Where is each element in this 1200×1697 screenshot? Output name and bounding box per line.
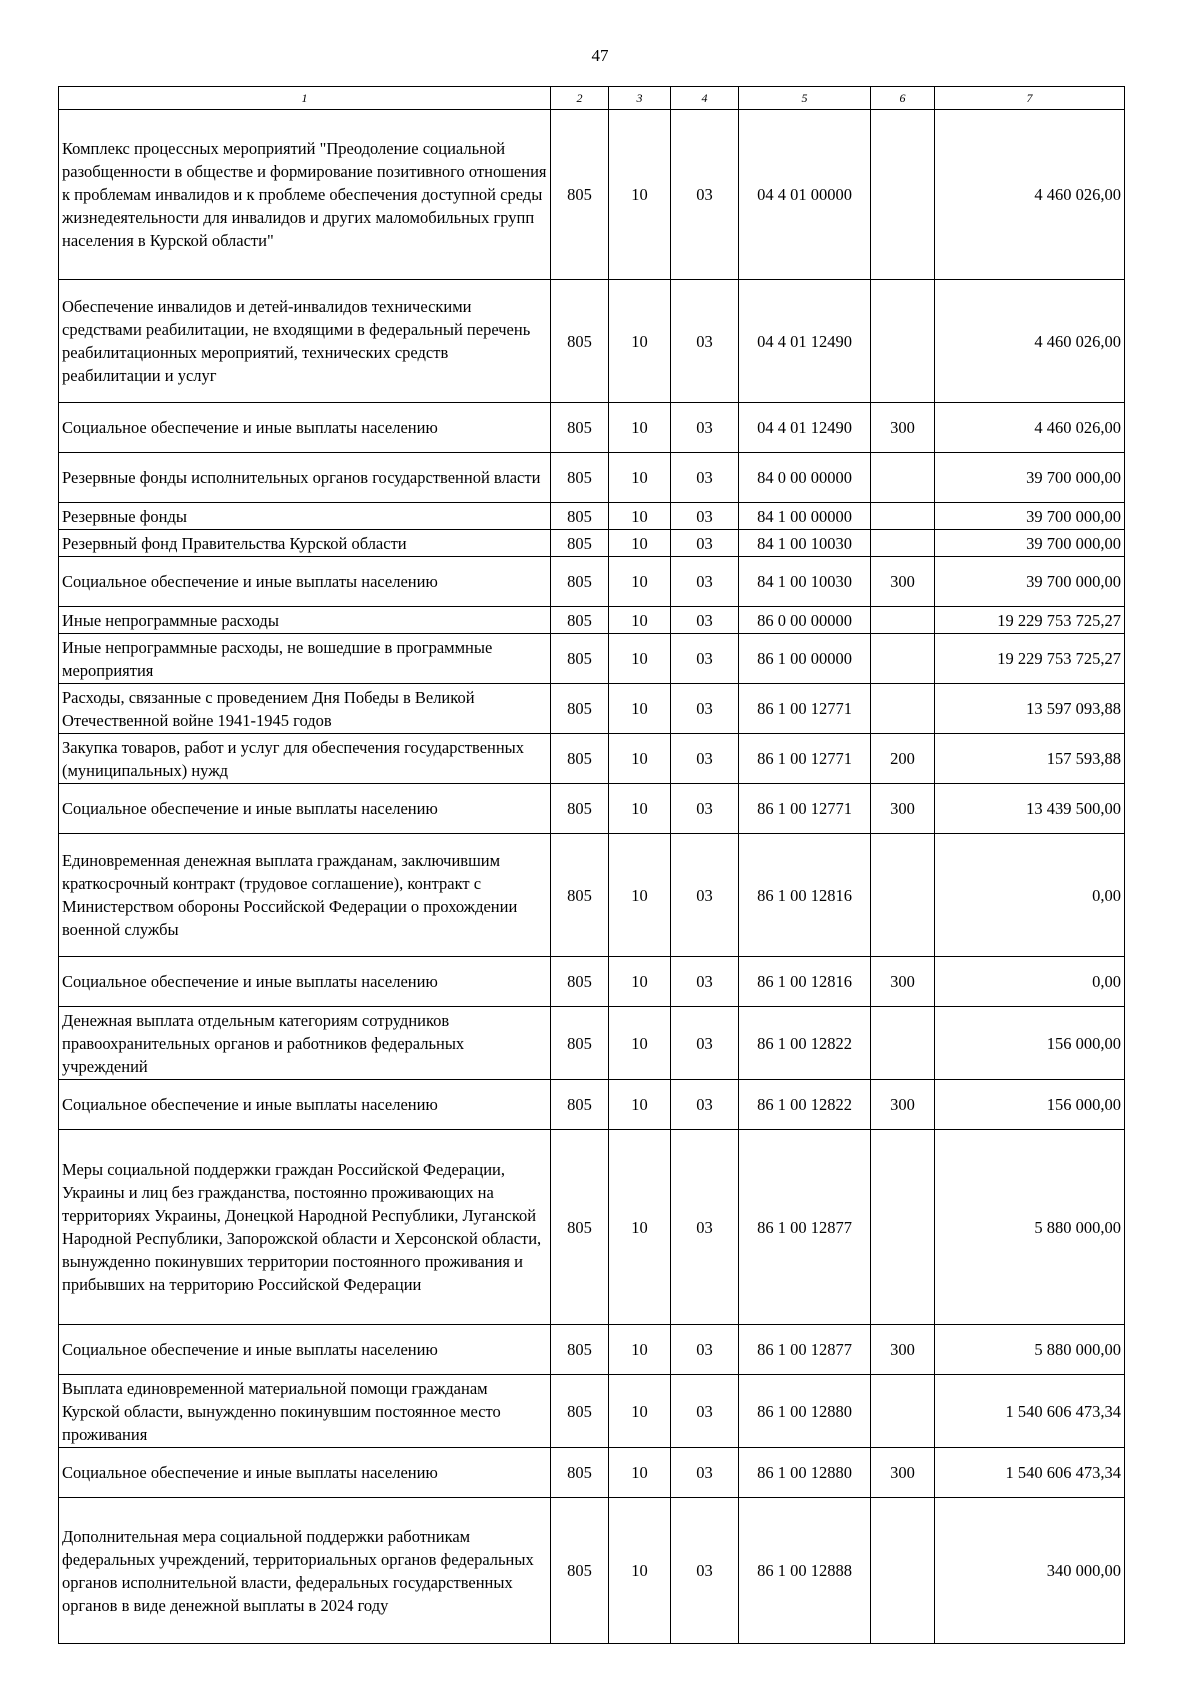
cell-code-3: 10: [609, 1080, 671, 1130]
cell-code-3: 10: [609, 634, 671, 684]
cell-amount: 157 593,88: [935, 734, 1125, 784]
table-row: [59, 684, 1125, 734]
cell-code-5: 86 1 00 12822: [739, 1080, 871, 1130]
table-row: [59, 784, 1125, 834]
cell-code-5: 86 1 00 12816: [739, 957, 871, 1007]
cell-code-5: 86 1 00 12880: [739, 1448, 871, 1498]
cell-code-2: 805: [551, 110, 609, 280]
cell-code-2: 805: [551, 1325, 609, 1375]
row-name: Социальное обеспечение и иные выплаты населению: [59, 784, 551, 834]
cell-code-5: 84 1 00 00000: [739, 503, 871, 530]
cell-code-3: 10: [609, 557, 671, 607]
table-row: [59, 280, 1125, 403]
cell-code-4: 03: [671, 453, 739, 503]
cell-code-3: 10: [609, 453, 671, 503]
cell-code-5: 86 1 00 12877: [739, 1325, 871, 1375]
row-name: Резервные фонды исполнительных органов государственной власти: [59, 453, 551, 503]
table-row: [59, 453, 1125, 503]
cell-code-5: 86 1 00 12888: [739, 1498, 871, 1644]
page-number: 47: [591, 46, 609, 65]
row-name: Расходы, связанные с проведением Дня Победы в Великой Отечественной войне 1941-1945 годов: [59, 684, 551, 734]
cell-code-3: 10: [609, 734, 671, 784]
table-row: [59, 110, 1125, 280]
cell-code-2: 805: [551, 453, 609, 503]
table-row: [59, 957, 1125, 1007]
cell-code-4: 03: [671, 403, 739, 453]
cell-amount: 5 880 000,00: [935, 1325, 1125, 1375]
cell-code-3: 10: [609, 957, 671, 1007]
cell-amount: 1 540 606 473,34: [935, 1448, 1125, 1498]
cell-code-4: 03: [671, 834, 739, 957]
cell-code-2: 805: [551, 634, 609, 684]
cell-code-4: 03: [671, 1007, 739, 1080]
cell-code-5: 84 1 00 10030: [739, 530, 871, 557]
cell-code-6: 200: [871, 734, 935, 784]
cell-code-3: 10: [609, 684, 671, 734]
row-name: Социальное обеспечение и иные выплаты населению: [59, 403, 551, 453]
cell-code-5: 86 1 00 12771: [739, 734, 871, 784]
table-row: [59, 1498, 1125, 1644]
cell-code-4: 03: [671, 684, 739, 734]
cell-amount: 4 460 026,00: [935, 280, 1125, 403]
row-name: Меры социальной поддержки граждан Российской Федерации, Украины и лиц без гражданства, постоянно проживающих на территориях Украины, Донецкой Народной Республики, Луганской Народной Республики, Запорожской области и Херсонской области, вынужденно покинувших территории постоянного проживания и прибывших на территорию Российской Федерации: [59, 1130, 551, 1325]
cell-code-6: [871, 503, 935, 530]
cell-code-2: 805: [551, 607, 609, 634]
cell-code-2: 805: [551, 280, 609, 403]
cell-code-2: 805: [551, 957, 609, 1007]
row-name: Резервный фонд Правительства Курской области: [59, 530, 551, 557]
row-name: Социальное обеспечение и иные выплаты населению: [59, 1080, 551, 1130]
table-row: [59, 1325, 1125, 1375]
cell-code-4: 03: [671, 1325, 739, 1375]
cell-code-4: 03: [671, 1498, 739, 1644]
cell-amount: 156 000,00: [935, 1080, 1125, 1130]
cell-code-6: [871, 110, 935, 280]
cell-code-5: 86 1 00 00000: [739, 634, 871, 684]
column-number: 2: [551, 87, 609, 110]
cell-amount: 0,00: [935, 834, 1125, 957]
cell-code-3: 10: [609, 530, 671, 557]
cell-code-4: 03: [671, 1448, 739, 1498]
cell-code-6: [871, 530, 935, 557]
cell-code-3: 10: [609, 503, 671, 530]
row-name: Выплата единовременной материальной помощи гражданам Курской области, вынужденно покинувшим постоянное место проживания: [59, 1375, 551, 1448]
cell-code-6: [871, 684, 935, 734]
table-row: [59, 1448, 1125, 1498]
cell-code-6: [871, 834, 935, 957]
cell-code-6: 300: [871, 957, 935, 1007]
cell-code-2: 805: [551, 403, 609, 453]
table-row: [59, 1375, 1125, 1448]
column-number: 6: [871, 87, 935, 110]
row-name: Обеспечение инвалидов и детей-инвалидов техническими средствами реабилитации, не входящими в федеральный перечень реабилитационных мероприятий, технических средств реабилитации и услуг: [59, 280, 551, 403]
cell-amount: 39 700 000,00: [935, 530, 1125, 557]
cell-code-2: 805: [551, 784, 609, 834]
cell-code-6: 300: [871, 1448, 935, 1498]
cell-code-2: 805: [551, 1448, 609, 1498]
cell-code-3: 10: [609, 1007, 671, 1080]
cell-code-5: 86 1 00 12816: [739, 834, 871, 957]
row-name: Единовременная денежная выплата гражданам, заключившим краткосрочный контракт (трудовое соглашение), контракт с Министерством обороны Российской Федерации о прохождении военной службы: [59, 834, 551, 957]
column-number: 4: [671, 87, 739, 110]
cell-amount: 39 700 000,00: [935, 557, 1125, 607]
cell-code-5: 04 4 01 12490: [739, 403, 871, 453]
cell-code-2: 805: [551, 1007, 609, 1080]
table-row: [59, 503, 1125, 530]
cell-code-5: 04 4 01 00000: [739, 110, 871, 280]
row-name: Социальное обеспечение и иные выплаты населению: [59, 1448, 551, 1498]
cell-code-4: 03: [671, 1080, 739, 1130]
cell-amount: 0,00: [935, 957, 1125, 1007]
cell-code-3: 10: [609, 607, 671, 634]
cell-amount: 156 000,00: [935, 1007, 1125, 1080]
cell-amount: 19 229 753 725,27: [935, 634, 1125, 684]
cell-code-6: [871, 453, 935, 503]
table-row: [59, 607, 1125, 634]
row-name: Социальное обеспечение и иные выплаты населению: [59, 557, 551, 607]
cell-code-6: [871, 1375, 935, 1448]
cell-code-5: 86 0 00 00000: [739, 607, 871, 634]
table-row: [59, 1130, 1125, 1325]
cell-code-3: 10: [609, 403, 671, 453]
cell-code-6: [871, 1130, 935, 1325]
cell-code-5: 84 1 00 10030: [739, 557, 871, 607]
cell-code-5: 84 0 00 00000: [739, 453, 871, 503]
table-row: [59, 734, 1125, 784]
row-name: Дополнительная мера социальной поддержки работникам федеральных учреждений, территориальных органов федеральных органов исполнительной власти, федеральных государственных органов в виде денежной выплаты в 2024 году: [59, 1498, 551, 1644]
cell-amount: 19 229 753 725,27: [935, 607, 1125, 634]
cell-code-4: 03: [671, 503, 739, 530]
cell-code-5: 86 1 00 12771: [739, 684, 871, 734]
cell-code-2: 805: [551, 557, 609, 607]
cell-code-6: [871, 1007, 935, 1080]
row-name: Социальное обеспечение и иные выплаты населению: [59, 957, 551, 1007]
cell-code-6: [871, 280, 935, 403]
cell-code-3: 10: [609, 834, 671, 957]
row-name: Комплекс процессных мероприятий "Преодоление социальной разобщенности в обществе и формирование позитивного отношения к проблемам инвалидов и к проблеме обеспечения доступной среды жизнедеятельности для инвалидов и других маломобильных групп населения в Курской области": [59, 110, 551, 280]
cell-code-4: 03: [671, 1130, 739, 1325]
table-row: [59, 403, 1125, 453]
cell-code-4: 03: [671, 530, 739, 557]
column-number: 5: [739, 87, 871, 110]
cell-amount: 13 439 500,00: [935, 784, 1125, 834]
cell-code-3: 10: [609, 110, 671, 280]
table-row: [59, 530, 1125, 557]
cell-code-2: 805: [551, 1375, 609, 1448]
cell-code-4: 03: [671, 634, 739, 684]
cell-code-6: 300: [871, 784, 935, 834]
cell-code-4: 03: [671, 734, 739, 784]
cell-code-2: 805: [551, 530, 609, 557]
cell-code-6: 300: [871, 1325, 935, 1375]
cell-code-2: 805: [551, 1498, 609, 1644]
cell-amount: 39 700 000,00: [935, 453, 1125, 503]
cell-code-5: 86 1 00 12877: [739, 1130, 871, 1325]
cell-code-4: 03: [671, 784, 739, 834]
column-number-row: [59, 87, 1125, 110]
cell-code-4: 03: [671, 110, 739, 280]
cell-amount: 4 460 026,00: [935, 403, 1125, 453]
cell-code-3: 10: [609, 1130, 671, 1325]
cell-code-3: 10: [609, 1325, 671, 1375]
cell-amount: 5 880 000,00: [935, 1130, 1125, 1325]
row-name: Денежная выплата отдельным категориям сотрудников правоохранительных органов и работников федеральных учреждений: [59, 1007, 551, 1080]
column-number: 1: [59, 87, 551, 110]
cell-amount: 1 540 606 473,34: [935, 1375, 1125, 1448]
cell-code-3: 10: [609, 1448, 671, 1498]
cell-code-3: 10: [609, 1375, 671, 1448]
row-name: Закупка товаров, работ и услуг для обеспечения государственных (муниципальных) нужд: [59, 734, 551, 784]
cell-code-4: 03: [671, 280, 739, 403]
cell-code-2: 805: [551, 834, 609, 957]
cell-code-2: 805: [551, 734, 609, 784]
row-name: Иные непрограммные расходы, не вошедшие в программные мероприятия: [59, 634, 551, 684]
cell-amount: 13 597 093,88: [935, 684, 1125, 734]
table-row: [59, 1007, 1125, 1080]
cell-code-4: 03: [671, 957, 739, 1007]
cell-code-6: 300: [871, 1080, 935, 1130]
cell-code-2: 805: [551, 1130, 609, 1325]
table-row: [59, 834, 1125, 957]
cell-code-5: 86 1 00 12822: [739, 1007, 871, 1080]
cell-code-5: 04 4 01 12490: [739, 280, 871, 403]
cell-code-4: 03: [671, 607, 739, 634]
cell-code-6: [871, 634, 935, 684]
table-row: [59, 557, 1125, 607]
cell-code-6: [871, 607, 935, 634]
cell-amount: 39 700 000,00: [935, 503, 1125, 530]
cell-code-2: 805: [551, 503, 609, 530]
budget-table: [58, 86, 1125, 1644]
cell-code-3: 10: [609, 280, 671, 403]
cell-amount: 4 460 026,00: [935, 110, 1125, 280]
cell-code-3: 10: [609, 784, 671, 834]
cell-code-6: [871, 1498, 935, 1644]
cell-code-3: 10: [609, 1498, 671, 1644]
column-number: 3: [609, 87, 671, 110]
table-row: [59, 1080, 1125, 1130]
table-row: [59, 634, 1125, 684]
row-name: Резервные фонды: [59, 503, 551, 530]
cell-code-6: 300: [871, 557, 935, 607]
cell-code-5: 86 1 00 12771: [739, 784, 871, 834]
column-number: 7: [935, 87, 1125, 110]
cell-code-5: 86 1 00 12880: [739, 1375, 871, 1448]
cell-code-4: 03: [671, 557, 739, 607]
cell-code-6: 300: [871, 403, 935, 453]
cell-amount: 340 000,00: [935, 1498, 1125, 1644]
cell-code-2: 805: [551, 1080, 609, 1130]
cell-code-4: 03: [671, 1375, 739, 1448]
row-name: Социальное обеспечение и иные выплаты населению: [59, 1325, 551, 1375]
row-name: Иные непрограммные расходы: [59, 607, 551, 634]
cell-code-2: 805: [551, 684, 609, 734]
